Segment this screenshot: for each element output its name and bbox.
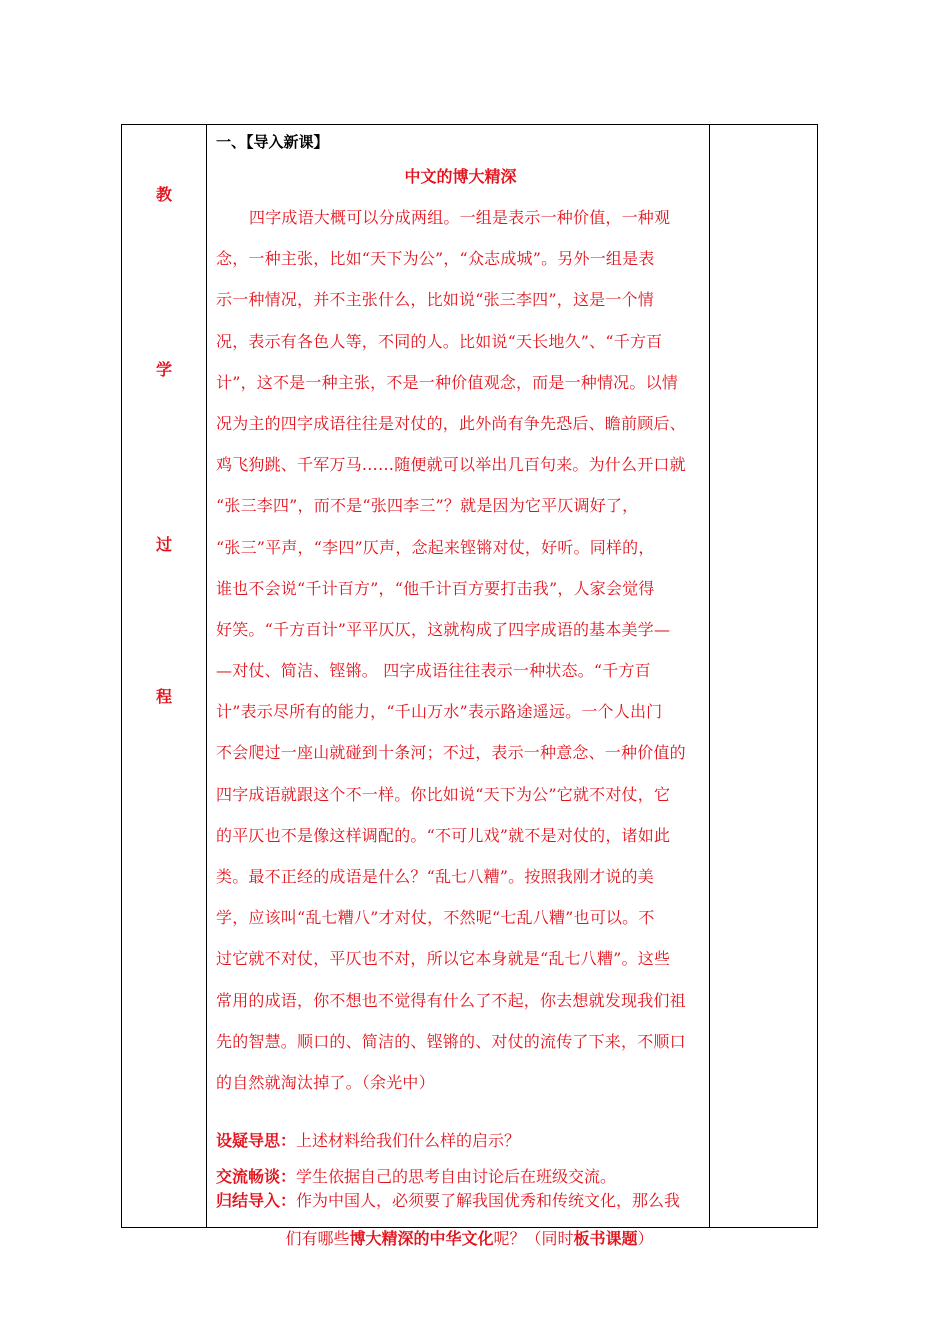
body-line: 学，应该叫“乱七糟八”才对仗，不然呢“七乱八糟”也可以。不 [216,908,655,928]
footer-bold-text: 板书课题 [573,1229,638,1248]
body-line: 况为主的四字成语往往是对仗的，此外尚有争先恐后、瞻前顾后、 [216,413,686,433]
body-line: 谁也不会说“千计百方”，“他千计百方要打击我”，人家会觉得 [216,578,655,598]
footer-text: 呢？（同时 [493,1229,574,1248]
body-line: —对仗、简洁、铿锵。 四字成语往往表示一种状态。“千方百 [216,661,651,681]
lesson-content [216,125,705,1210]
body-line: “张三李四”，而不是“张四李三”？就是因为它平仄调好了， [216,496,639,516]
footer-text: 们有哪些 [285,1229,350,1248]
body-line: 常用的成语，你不想也不觉得有什么了不起，你去想就发现我们祖 [216,990,686,1010]
continued-line [121,1229,818,1249]
body-line: 鸡飞狗跳、千军万马……随便就可以举出几百句来。为什么开口就 [216,455,686,475]
body-line: 的自然就淘汰掉了。（余光中） [216,1072,435,1092]
body-line: “张三”平声，“李四”仄声，念起来铿锵对仗，好听。同样的， [216,537,655,557]
qa-label: 交流畅谈： [216,1167,297,1186]
side-label-cheng: 程 [155,687,172,706]
body-line: 四字成语就跟这个不一样。你比如说“天下为公”它就不对仗，它 [216,784,671,804]
article-title: 中文的博大精深 [404,167,517,186]
qa-text: 学生依据自己的思考自由讨论后在班级交流。 [296,1167,617,1186]
article-body [216,197,705,1103]
side-label-jiao: 教 [155,185,172,204]
body-line: 过它就不对仗，平仄也不对，所以它本身就是“乱七八糟”。这些 [216,949,671,969]
body-line: 类。最不正经的成语是什么？“乱七八糟”。按照我刚才说的美 [216,867,654,886]
column-divider-left [206,125,207,1227]
qa-label: 设疑导思： [216,1131,297,1150]
body-line: 况，表示有各色人等，不同的人。比如说“天长地久”、“千方百 [216,331,663,351]
body-line: 计”表示尽所有的能力，“千山万水”表示路途遥远。一个人出门 [216,702,663,722]
qa-text: 上述材料给我们什么样的启示？ [296,1131,521,1150]
body-line: 念，一种主张，比如“天下为公”，“众志成城”。另外一组是表 [216,249,655,269]
side-label-guo: 过 [155,535,172,554]
section-heading: 一、【导入新课】 [216,133,329,151]
qa-text: 作为中国人，必须要了解我国优秀和传统文化，那么我 [296,1191,681,1210]
body-line: 计”，这不是一种主张，不是一种价值观念，而是一种情况。以情 [216,372,678,392]
body-line: 的平仄也不是像这样调配的。“不可儿戏”就不是对仗的，诸如此 [216,825,671,845]
lesson-table [121,124,818,1228]
body-line: 先的智慧。顺口的、简洁的、铿锵的、对仗的流传了下来，不顺口 [216,1031,686,1051]
qa-conclusion [216,1188,680,1211]
qa-question [216,1128,520,1151]
body-line: 不会爬过一座山就碰到十条河；不过，表示一种意念、一种价值的 [216,743,686,763]
footer-bold-text: 博大精深的中华文化 [349,1229,494,1248]
body-line: 四字成语大概可以分成两组。一组是表示一种价值，一种观 [249,208,671,227]
side-label-xue: 学 [155,360,172,379]
qa-label: 归结导入： [216,1191,297,1210]
body-line: 好笑。“千方百计”平平仄仄，这就构成了四字成语的基本美学— [216,619,671,639]
footer-text: ） [637,1229,654,1248]
qa-discussion [216,1164,616,1187]
body-line: 示一种情况，并不主张什么，比如说“张三李四”，这是一个情 [216,290,654,310]
column-divider-right [709,125,710,1227]
